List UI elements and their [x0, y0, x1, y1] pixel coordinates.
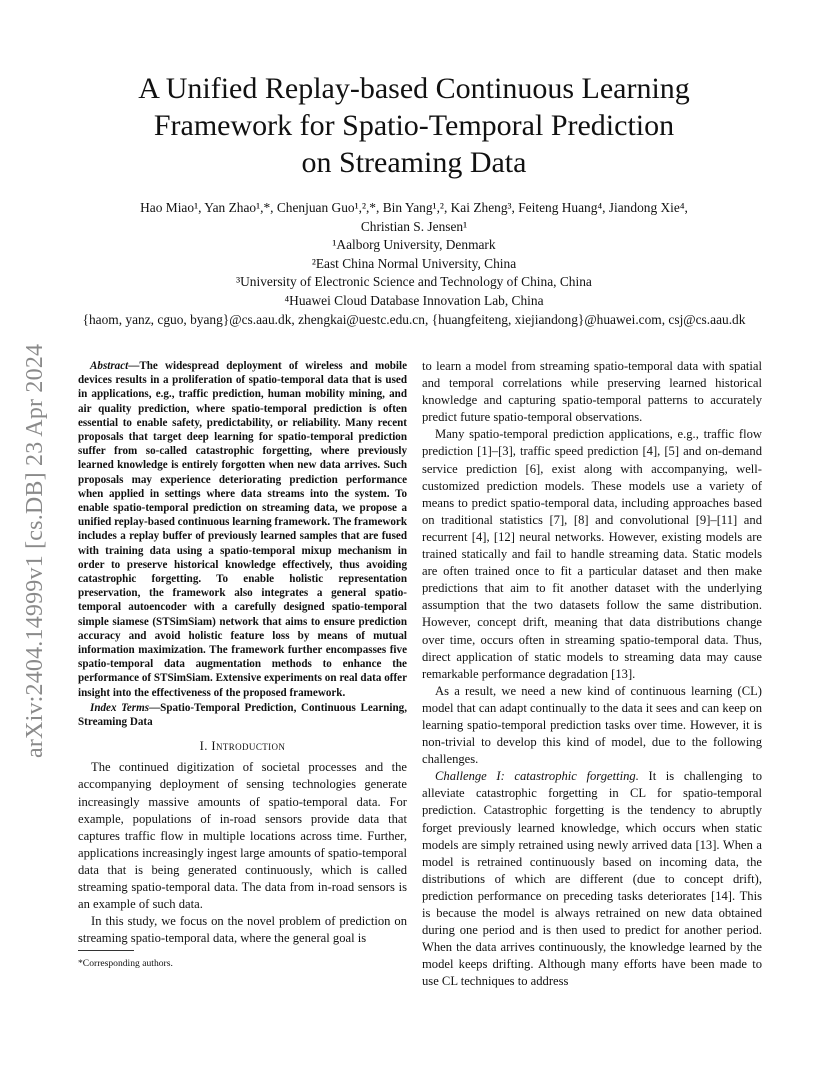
- intro-paragraph: In this study, we focus on the novel problem of prediction on streaming spatio-temporal data, where the general goal is: [78, 914, 407, 946]
- arxiv-stamp: arXiv:2404.14999v1 [cs.DB] 23 Apr 2024: [22, 343, 48, 758]
- author-list-continued: Christian S. Jensen¹: [360, 218, 468, 234]
- challenge-label: Challenge I: catastrophic forgetting.: [435, 769, 639, 784]
- index-terms: [78, 701, 407, 729]
- footnote-rule: [78, 950, 134, 951]
- body-paragraph: Many spatio-temporal prediction applications, e.g., traffic flow prediction [1]–[3], traffic speed prediction [4], [5] and on-demand service prediction [6], exist along with accompanying, well-customized prediction models. These models use a variety of means to predict spatio-temporal data, including approaches based on traditional statistics [7], [8] and convolutional [9]–[11] and recurrent [4], [12] neural networks. However, existing models are trained statically and fail to handle streaming data. Static models are often trained once to fit a particular dataset and then make predictions that aim to fit another dataset with the underlying assumption that the two datasets follow the same distribution. However, concept drift, meaning that data distributions change over time, occurs often in streaming spatio-temporal data. Thus, direct application of static models to streaming data may cause remarkable performance degradation [13].: [422, 427, 762, 681]
- section-title: Introduction: [211, 739, 286, 754]
- intro-paragraph: The continued digitization of societal processes and the accompanying deployment of sensing technologies generate increasingly massive amounts of spatio-temporal data. For example, populations of in-road sensors provide data that captures traffic flow in multiple locations across time. Further, applications increasingly ingest large amounts of spatio-temporal data that is being generated continuously, which is called streaming spatio-temporal data. The data from in-road sensors is an example of such data.: [78, 760, 407, 912]
- paper-title: [60, 70, 768, 181]
- index-terms-text: —Spatio-Temporal Prediction, Continuous Learning, Streaming Data: [78, 701, 407, 729]
- challenge-paragraph: [422, 768, 762, 990]
- title-line: Framework for Spatio-Temporal Prediction: [153, 109, 675, 142]
- section-heading: [78, 738, 407, 755]
- title-line: A Unified Replay-based Continuous Learning: [138, 72, 690, 105]
- title-line: on Streaming Data: [301, 146, 527, 179]
- footnote: *Corresponding authors.: [78, 958, 173, 969]
- challenge-text: It is challenging to alleviate catastrophic forgetting in CL for spatio-temporal prediction. Catastrophic forgetting is the tendency to abruptly forget previously learned knowledge, which occurs when static models are simply retrained using newly arrived data [13]. When a model is retrained continuously based on incoming data, the distributions of which are different (due to concept drift), prediction performance on preceding tasks deteriorates [14]. This is because the model is always retrained on new data obtained during one period and is then used to predict for another period. When the data arrives continuously, the knowledge learned by the model keeps drifting. Although many efforts have been made to use CL techniques to address: [422, 769, 763, 989]
- body-paragraph: to learn a model from streaming spatio-temporal data with spatial and temporal correlations while preserving learned historical knowledge and capturing spatio-temporal patterns to accurately predict future spatio-temporal observations.: [422, 359, 762, 425]
- abstract-text: —The widespread deployment of wireless and mobile devices results in a proliferation of spatio-temporal data that is used in applications, e.g., traffic prediction, human mobility mining, and air quality prediction, where spatio-temporal prediction is often essential to enable safety, predictability, or reliability. Many recent proposals that target deep learning for spatio-temporal prediction suffer from so-called catastrophic forgetting, where previously learned knowledge is entirely forgotten when new data arrives. Such proposals may experience deteriorating prediction performance when applied in settings where data streams into the system. To enable spatio-temporal prediction on streaming data, we propose a unified replay-based continuous learning framework. The framework includes a replay buffer of previously learned samples that are fused with training data using a spatio-temporal mixup mechanism in order to preserve historical knowledge effectively, thus avoiding catastrophic forgetting. To enable holistic representation preservation, the framework also integrates a general spatio-temporal autoencoder with a carefully designed spatio-temporal simple siamese (STSimSiam) network that aims to ensure prediction accuracy and avoid holistic feature loss by means of mutual information maximization. The framework further encompasses five spatio-temporal data augmentation methods to enhance the performance of STSimSiam. Extensive experiments on real data offer insight into the effectiveness of the proposed framework.: [78, 360, 408, 699]
- affiliation: ⁴Huawei Cloud Database Innovation Lab, China: [284, 292, 544, 308]
- left-column: [78, 359, 407, 947]
- index-terms-label: Index Terms: [90, 701, 150, 714]
- body-paragraph: As a result, we need a new kind of continuous learning (CL) model that can adapt continually to the data it sees and can keep on learning spatio-temporal prediction tasks over time. However, it is non-trivial to develop this kind of model, due to the following challenges.: [422, 683, 762, 767]
- abstract: [78, 359, 407, 700]
- affiliation: ³University of Electronic Science and Technology of China, China: [236, 274, 592, 290]
- right-column: [422, 358, 762, 990]
- abstract-label: Abstract: [90, 360, 129, 372]
- affiliation: ²East China Normal University, China: [311, 255, 517, 271]
- author-block: [60, 199, 768, 329]
- author-emails: {haom, yanz, cguo, byang}@cs.aau.dk, zhengkai@uestc.edu.cn, {huangfeiteng, xiejiandong}@huawei.com, csj@cs.aau.dk: [82, 311, 746, 327]
- author-list: Hao Miao¹, Yan Zhao¹,*, Chenjuan Guo¹,²,*, Bin Yang¹,², Kai Zheng³, Feiteng Huang⁴, Jiandong Xie⁴,: [140, 200, 688, 215]
- section-number: I.: [199, 739, 212, 754]
- affiliation: ¹Aalborg University, Denmark: [332, 237, 496, 253]
